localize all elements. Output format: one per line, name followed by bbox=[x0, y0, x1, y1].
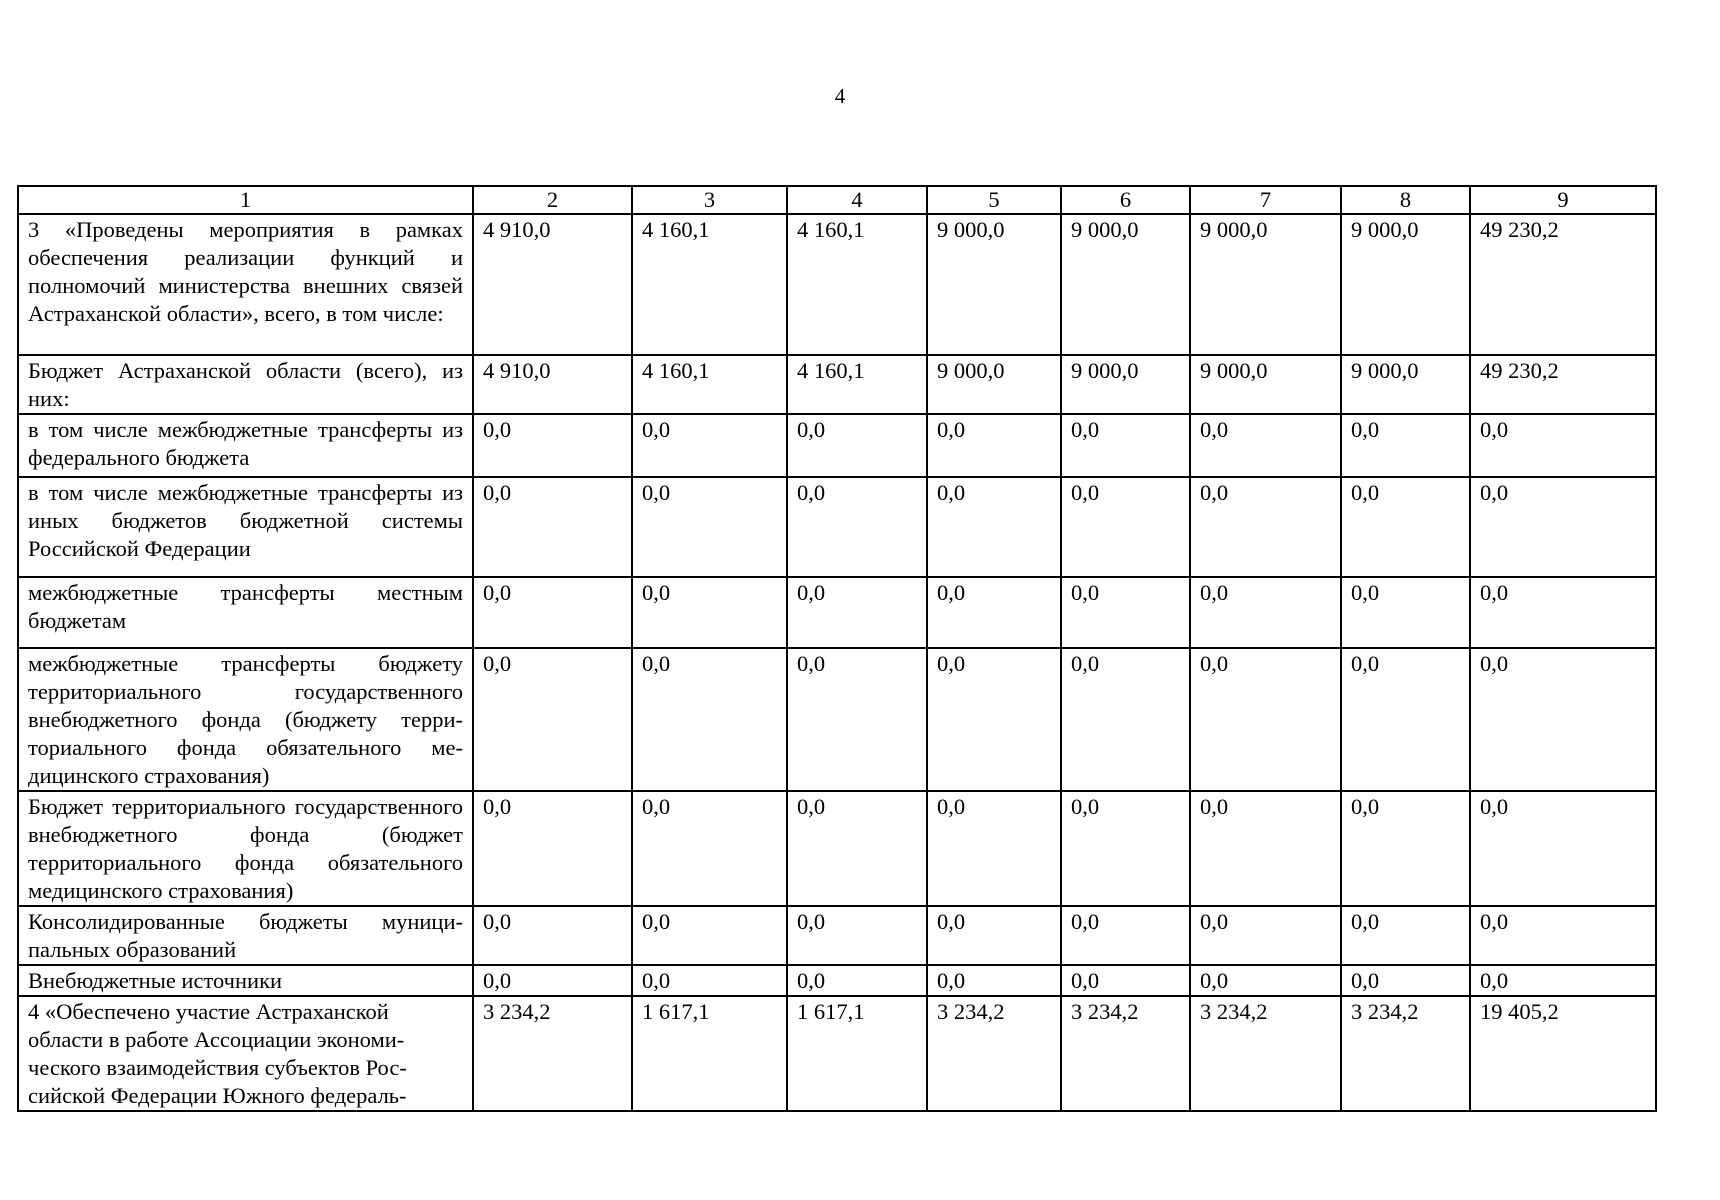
value-cell: 0,0 bbox=[787, 791, 927, 906]
column-header-4: 4 bbox=[787, 186, 927, 214]
row-label: Консолидированные бюджеты муниципальных образований bbox=[18, 906, 473, 965]
value-cell: 0,0 bbox=[1190, 414, 1341, 477]
value-cell: 0,0 bbox=[1470, 965, 1656, 996]
value-cell: 49 230,2 bbox=[1470, 355, 1656, 414]
value-cell: 3 234,2 bbox=[1061, 996, 1190, 1111]
value-cell: 0,0 bbox=[1061, 477, 1190, 577]
value-cell: 3 234,2 bbox=[927, 996, 1061, 1111]
value-cell: 0,0 bbox=[473, 577, 632, 648]
value-cell: 0,0 bbox=[1341, 791, 1470, 906]
column-header-2: 2 bbox=[473, 186, 632, 214]
column-header-7: 7 bbox=[1190, 186, 1341, 214]
column-header-5: 5 bbox=[927, 186, 1061, 214]
value-cell: 0,0 bbox=[787, 965, 927, 996]
row-label: Бюджет Астраханской области (всего), из них: bbox=[18, 355, 473, 414]
value-cell: 4 160,1 bbox=[787, 214, 927, 355]
table-row bbox=[18, 791, 1656, 906]
value-cell: 3 234,2 bbox=[473, 996, 632, 1111]
value-cell: 0,0 bbox=[632, 906, 787, 965]
value-cell: 0,0 bbox=[473, 414, 632, 477]
value-cell: 9 000,0 bbox=[927, 355, 1061, 414]
value-cell: 0,0 bbox=[1190, 906, 1341, 965]
value-cell: 0,0 bbox=[632, 791, 787, 906]
value-cell: 0,0 bbox=[473, 477, 632, 577]
table-row bbox=[18, 477, 1656, 577]
value-cell: 0,0 bbox=[1470, 906, 1656, 965]
row-label: 4 «Обеспечено участие Астраханской области в работе Ассоциации экономического взаимодействия субъектов Российской Федерации Южного федераль- bbox=[18, 996, 473, 1111]
page-number: 4 bbox=[834, 84, 846, 108]
value-cell: 0,0 bbox=[787, 577, 927, 648]
value-cell: 0,0 bbox=[1190, 577, 1341, 648]
value-cell: 0,0 bbox=[787, 906, 927, 965]
value-cell: 0,0 bbox=[473, 648, 632, 791]
value-cell: 0,0 bbox=[1470, 791, 1656, 906]
value-cell: 4 160,1 bbox=[787, 355, 927, 414]
column-header-9: 9 bbox=[1470, 186, 1656, 214]
value-cell: 0,0 bbox=[1061, 906, 1190, 965]
value-cell: 4 910,0 bbox=[473, 214, 632, 355]
table-row bbox=[18, 355, 1656, 414]
table-row bbox=[18, 577, 1656, 648]
row-label: Бюджет территориального государственного внебюджетного фонда (бюджет территориального фонда обязательного медицинского страхования) bbox=[18, 791, 473, 906]
value-cell: 0,0 bbox=[1341, 577, 1470, 648]
value-cell: 0,0 bbox=[927, 791, 1061, 906]
column-header-1: 1 bbox=[18, 186, 473, 214]
value-cell: 0,0 bbox=[1470, 648, 1656, 791]
value-cell: 4 160,1 bbox=[632, 355, 787, 414]
table-row bbox=[18, 996, 1656, 1111]
budget-table bbox=[17, 185, 1657, 1112]
column-header-6: 6 bbox=[1061, 186, 1190, 214]
value-cell: 0,0 bbox=[473, 906, 632, 965]
row-label: межбюджетные трансферты бюджету территориального государственного внебюджетного фонда (бюджету территориального фонда обязательного медицинского страхования) bbox=[18, 648, 473, 791]
value-cell: 0,0 bbox=[1190, 965, 1341, 996]
column-number-row bbox=[18, 186, 1656, 214]
value-cell: 0,0 bbox=[1061, 414, 1190, 477]
value-cell: 0,0 bbox=[1341, 965, 1470, 996]
value-cell: 0,0 bbox=[632, 965, 787, 996]
column-header-8: 8 bbox=[1341, 186, 1470, 214]
value-cell: 0,0 bbox=[1190, 477, 1341, 577]
value-cell: 9 000,0 bbox=[1341, 214, 1470, 355]
value-cell: 0,0 bbox=[473, 965, 632, 996]
value-cell: 0,0 bbox=[1190, 791, 1341, 906]
value-cell: 0,0 bbox=[1190, 648, 1341, 791]
value-cell: 0,0 bbox=[473, 791, 632, 906]
value-cell: 49 230,2 bbox=[1470, 214, 1656, 355]
row-label: межбюджетные трансферты местным бюджетам bbox=[18, 577, 473, 648]
row-label: 3 «Проведены мероприятия в рамках обеспечения реализации функций и полномочий министерства внешних связей Астраханской области», всего, в том числе: bbox=[18, 214, 473, 355]
value-cell: 1 617,1 bbox=[787, 996, 927, 1111]
value-cell: 0,0 bbox=[1470, 414, 1656, 477]
value-cell: 0,0 bbox=[632, 648, 787, 791]
column-header-3: 3 bbox=[632, 186, 787, 214]
row-label: в том числе межбюджетные трансферты из иных бюджетов бюджетной системы Российской Федерации bbox=[18, 477, 473, 577]
value-cell: 0,0 bbox=[1061, 648, 1190, 791]
value-cell: 0,0 bbox=[1341, 648, 1470, 791]
value-cell: 0,0 bbox=[927, 577, 1061, 648]
value-cell: 0,0 bbox=[1061, 791, 1190, 906]
table-row bbox=[18, 906, 1656, 965]
value-cell: 9 000,0 bbox=[1341, 355, 1470, 414]
value-cell: 9 000,0 bbox=[927, 214, 1061, 355]
value-cell: 0,0 bbox=[1061, 965, 1190, 996]
value-cell: 4 160,1 bbox=[632, 214, 787, 355]
value-cell: 9 000,0 bbox=[1061, 355, 1190, 414]
table-row bbox=[18, 965, 1656, 996]
value-cell: 4 910,0 bbox=[473, 355, 632, 414]
value-cell: 0,0 bbox=[1341, 414, 1470, 477]
value-cell: 0,0 bbox=[927, 648, 1061, 791]
row-label: в том числе межбюджетные трансферты из федерального бюджета bbox=[18, 414, 473, 477]
table-row bbox=[18, 648, 1656, 791]
value-cell: 0,0 bbox=[927, 906, 1061, 965]
value-cell: 0,0 bbox=[1470, 477, 1656, 577]
value-cell: 9 000,0 bbox=[1061, 214, 1190, 355]
row-label: Внебюджетные источники bbox=[18, 965, 473, 996]
value-cell: 0,0 bbox=[1341, 906, 1470, 965]
table-row bbox=[18, 214, 1656, 355]
value-cell: 0,0 bbox=[787, 477, 927, 577]
value-cell: 9 000,0 bbox=[1190, 355, 1341, 414]
value-cell: 0,0 bbox=[632, 577, 787, 648]
value-cell: 3 234,2 bbox=[1341, 996, 1470, 1111]
value-cell: 0,0 bbox=[927, 477, 1061, 577]
value-cell: 0,0 bbox=[787, 648, 927, 791]
value-cell: 0,0 bbox=[1341, 477, 1470, 577]
value-cell: 0,0 bbox=[632, 477, 787, 577]
value-cell: 0,0 bbox=[1470, 577, 1656, 648]
value-cell: 0,0 bbox=[787, 414, 927, 477]
value-cell: 0,0 bbox=[927, 414, 1061, 477]
table-row bbox=[18, 414, 1656, 477]
value-cell: 0,0 bbox=[1061, 577, 1190, 648]
value-cell: 3 234,2 bbox=[1190, 996, 1341, 1111]
value-cell: 19 405,2 bbox=[1470, 996, 1656, 1111]
value-cell: 1 617,1 bbox=[632, 996, 787, 1111]
value-cell: 9 000,0 bbox=[1190, 214, 1341, 355]
value-cell: 0,0 bbox=[927, 965, 1061, 996]
value-cell: 0,0 bbox=[632, 414, 787, 477]
